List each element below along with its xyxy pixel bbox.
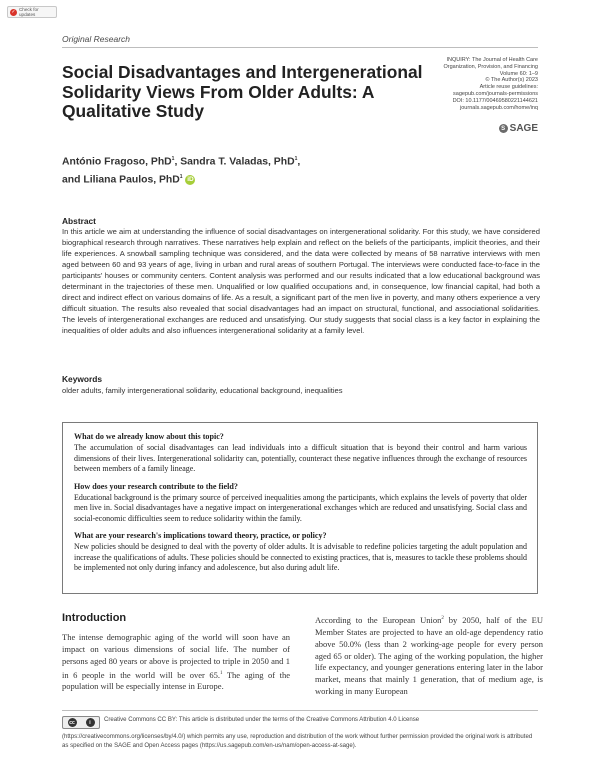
journal-info-line: INQUIRY: The Journal of Health Care xyxy=(446,57,538,63)
header-divider xyxy=(62,47,538,48)
abstract-text: In this article we aim at understanding the influence of social disadvantages on intergenerational solidarity. For this study, we have considered biographical research through narratives. These narratives help explain and reflect on the beliefs of the participants, implicit theories, and their life experiences. A snowball sampling technique was considered, and the data were collected by means of 58 narrative interviews with men aged between 60 and 93 years of age, living in urban and rural areas of southern Portugal. The interviews were conducted face-to-face in the participants' houses or community centers. Content analysis was performed and our results indicated that a low educational background was determinant in the trajectories of these men. Unqualified or low qualified occupations and, in consequence, low financial capital, had both a direct and indirect effect on various domains of life. As a result, a significant part of the men live in poverty, and many others experience a very difficult situation. The results also revealed that social disadvantages had an impact on structural, functional, and associational solidarities. The levels of intergenerational exchanges are reduced and unsatisfying. Our study suggests that social class is a key factor in explaining the inequalities of older adults and also influences intergenerational solidarity at a family level. xyxy=(62,227,540,335)
key-points-box xyxy=(62,422,538,594)
license-text-continued: (https://creativecommons.org/licenses/by/4.0/) which permits any use, reproduction and distribution of the work without further permission provided the original work is attributed as specified on the SAGE and Open Access pages (https://us.sagepub.com/en-us/nam/open-access-at-sage). xyxy=(62,734,533,749)
introduction-left-column xyxy=(62,632,290,693)
journal-info-line[interactable]: DOI: 10.1177/00469580221144621 xyxy=(452,97,538,104)
creative-commons-logo[interactable] xyxy=(62,716,100,729)
author-separator: , xyxy=(297,156,301,168)
body-text: According to the European Union xyxy=(315,614,442,625)
journal-info-line[interactable]: journals.sagepub.com/home/inq xyxy=(460,104,538,111)
body-text: The aging of the population will be especially intense in Europe. xyxy=(62,669,290,692)
reference-marker[interactable]: 2 xyxy=(441,616,444,621)
journal-info xyxy=(388,57,538,111)
box-question: How does your research contribute to the field? xyxy=(74,481,238,491)
author-list xyxy=(62,152,392,188)
sage-logo xyxy=(499,123,538,134)
abstract-heading: Abstract xyxy=(62,216,96,226)
introduction-right-column xyxy=(315,613,543,698)
author-name: , Sandra T. Valadas, PhD xyxy=(174,156,295,168)
affiliation-marker: 1 xyxy=(179,173,183,180)
journal-info-line: © The Author(s) 2023 xyxy=(485,77,538,84)
keywords-heading: Keywords xyxy=(62,374,103,384)
license-text: Creative Commons CC BY: This article is distributed under the terms of the Creative Commons Attribution 4.0 License xyxy=(104,717,420,723)
check-for-updates-badge[interactable] xyxy=(7,6,57,18)
journal-info-line: Organization, Provision, and Financing xyxy=(443,63,538,70)
author-name: and Liliana Paulos, PhD xyxy=(62,174,180,186)
box-question: What do we already know about this topic? xyxy=(74,432,224,441)
reference-marker[interactable]: 1 xyxy=(220,670,223,676)
box-answer: New policies should be designed to deal with the poverty of older adults. It is advisable to redefine policies targeting the adult population and increase the qualifications of adults. These policies should be connected to existing practices, that is, measures to tackle these problems should be implemented not only during infancy and adolescence, but also during adult life. xyxy=(74,542,527,572)
article-type: Original Research xyxy=(62,34,131,44)
journal-info-line: Article reuse guidelines: xyxy=(479,84,538,91)
check-icon: ✓ xyxy=(11,9,16,15)
paper-title: Social Disadvantages and Intergenerational Solidarity Views From Older Adults: A Qualitative Study xyxy=(62,62,423,122)
box-question: What are your research's implications toward theory, practice, or policy? xyxy=(74,531,327,540)
journal-info-line[interactable]: sagepub.com/journals-permissions xyxy=(453,90,538,97)
orcid-icon[interactable]: iD xyxy=(187,175,194,183)
affiliation-marker: 1 xyxy=(294,156,298,162)
author-name: António Fragoso, PhD xyxy=(62,156,172,168)
keywords-text: older adults, family intergenerational solidarity, educational background, inequalities xyxy=(62,386,343,395)
box-answer: The accumulation of social disadvantages can lead individuals into a difficult situation that is beyond their control and harm various dimensions of their lives. Intergenerational solidarity can, potentially, counteract these negative influences through the exchange of resources between members of a family lineage. xyxy=(74,443,527,473)
cc-icon: cc xyxy=(69,719,75,726)
sage-mark-icon: S xyxy=(499,124,508,133)
journal-info-line: Volume 60: 1–9 xyxy=(499,70,538,77)
box-answer: Educational background is the primary source of perceived inequalities among the participants, which explains the levels of poverty that older men live in. Social disadvantages have a negative impact on intergenerational exchanges which are reduced and unsatisfying. Social class and social-economic difficulties seem to reduce solidarity within the family. xyxy=(74,492,527,523)
badge-label: Check for updates xyxy=(18,7,39,17)
affiliation-marker: 1 xyxy=(171,156,175,162)
body-text: by 2050, half of the EU Member States are projected to have an old-age dependency ratio above 50.0% (less than 2 working-age people for every person aged 65 or older). The aging of the working population, the higher life expectancy, and younger generations entering later in the labor market, means that mainly 1 generation, that of medium age, is working in many European xyxy=(315,614,543,697)
introduction-heading: Introduction xyxy=(62,612,127,624)
by-icon: i xyxy=(86,718,95,727)
body-text: The intense demographic aging of the world will soon have an impact on various dimensions of social life. The number of persons aged 80 years or above is projected to triple in 2050 and 1 in 6 people in the world will be over 65. xyxy=(62,632,290,680)
publisher-name: SAGE xyxy=(509,123,538,134)
footer-divider xyxy=(62,710,538,711)
